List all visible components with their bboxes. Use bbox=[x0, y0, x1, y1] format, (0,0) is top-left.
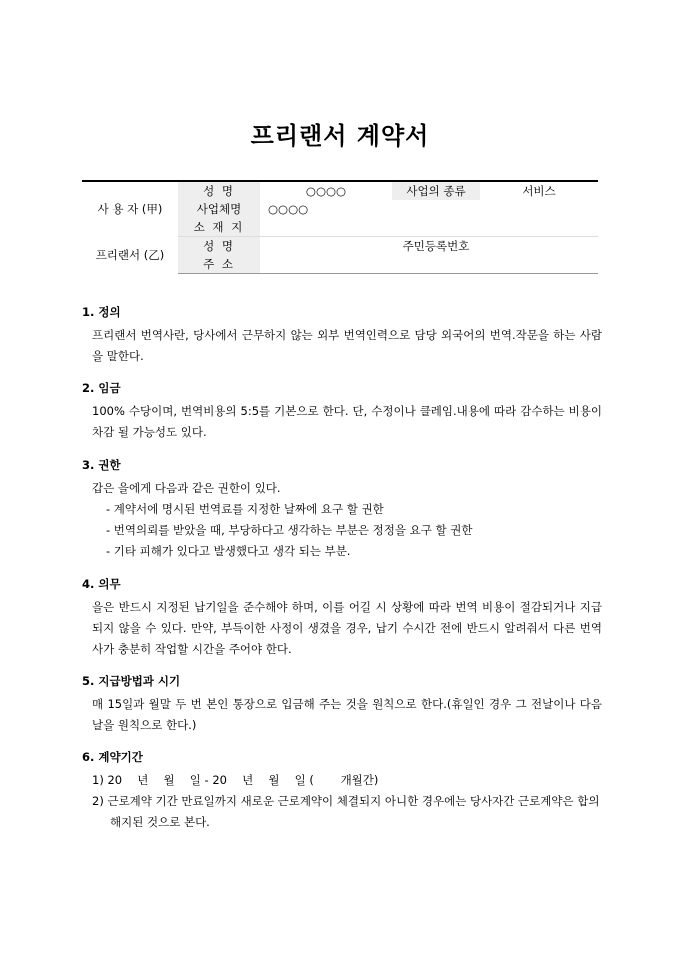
employer-label: 사 용 자 (甲) bbox=[82, 181, 178, 237]
section-duties bbox=[82, 576, 602, 660]
list-item: 2) 근로계약 기간 만료일까지 새로운 근로계약이 체결되지 아니한 경우에는 당사자간 근로계약은 합의 해지된 것으로 본다. bbox=[92, 794, 600, 829]
location-label: 소 재 지 bbox=[178, 218, 260, 237]
section-title: 6. 계약기간 bbox=[82, 750, 143, 764]
resident-number-value bbox=[480, 237, 598, 256]
section-body: 갑은 을에게 다음과 같은 권한이 있다. bbox=[92, 481, 281, 495]
resident-number-label: 주민등록번호 bbox=[402, 239, 470, 253]
section-body: 100% 수당이며, 번역비용의 5:5를 기본으로 한다. 단, 수정이나 클레임.내용에 따라 감수하는 비용이 차감 될 가능성도 있다. bbox=[92, 404, 602, 439]
freelancer-name-label: 성 명 bbox=[178, 237, 260, 256]
section-title: 4. 의무 bbox=[82, 577, 121, 591]
company-name-label: 사업체명 bbox=[178, 200, 260, 218]
list-item: - 계약서에 명시된 번역료를 지정한 날짜에 요구 할 권한 bbox=[106, 502, 384, 516]
party-info-table bbox=[82, 180, 598, 274]
business-type-label: 사업의 종류 bbox=[392, 181, 480, 200]
period-list bbox=[82, 770, 602, 833]
section-body: 매 15일과 월말 두 번 본인 통장으로 입금해 주는 것을 원칙으로 한다.(휴일인 경우 그 전날이나 다음날을 원칙으로 한다.) bbox=[92, 697, 602, 732]
business-type-value: 서비스 bbox=[480, 181, 598, 200]
freelancer-label: 프리랜서 (乙) bbox=[95, 248, 165, 262]
section-body: 프리랜서 번역사란, 당사에서 근무하지 않는 외부 번역인력으로 담당 외국어의 번역.작문을 하는 사람을 말한다. bbox=[92, 328, 602, 363]
section-wage bbox=[82, 380, 602, 443]
section-title: 5. 지급방법과 시기 bbox=[82, 674, 181, 688]
address-value bbox=[260, 255, 598, 274]
list-item: - 기타 피해가 있다고 발생했다고 생각 되는 부분. bbox=[106, 544, 351, 558]
section-rights bbox=[82, 457, 602, 562]
rights-list bbox=[82, 499, 602, 562]
document-title: 프리랜서 계약서 bbox=[250, 122, 430, 150]
address-label: 주 소 bbox=[178, 255, 260, 274]
section-body: 을은 반드시 지정된 납기일을 준수해야 하며, 이를 어길 시 상황에 따라 번역 비용이 절감되거나 지급되지 않을 수 있다. 만약, 부득이한 사정이 생겼을 경우, 납기 수시간 전에 반드시 알려줘서 다른 번역사가 충분히 작업할 시간을 주어야 한다. bbox=[92, 600, 602, 656]
list-item: 1) 20 년 월 일 - 20 년 월 일 ( 개월간) bbox=[92, 773, 379, 787]
freelancer-name-value bbox=[260, 237, 392, 256]
section-title: 1. 정의 bbox=[82, 305, 121, 319]
employer-name-label: 성 명 bbox=[178, 181, 260, 200]
section-definition bbox=[82, 304, 602, 367]
section-contract-period bbox=[82, 749, 602, 833]
section-title: 2. 임금 bbox=[82, 381, 121, 395]
section-title: 3. 권한 bbox=[82, 458, 121, 472]
section-payment bbox=[82, 673, 602, 736]
list-item: - 번역의뢰를 받았을 때, 부당하다고 생각하는 부분은 정정을 요구 할 권한 bbox=[106, 523, 473, 537]
employer-name-value: ○○○○ bbox=[260, 181, 392, 200]
location-value bbox=[260, 218, 598, 237]
company-name-value: ○○○○ bbox=[268, 202, 309, 216]
